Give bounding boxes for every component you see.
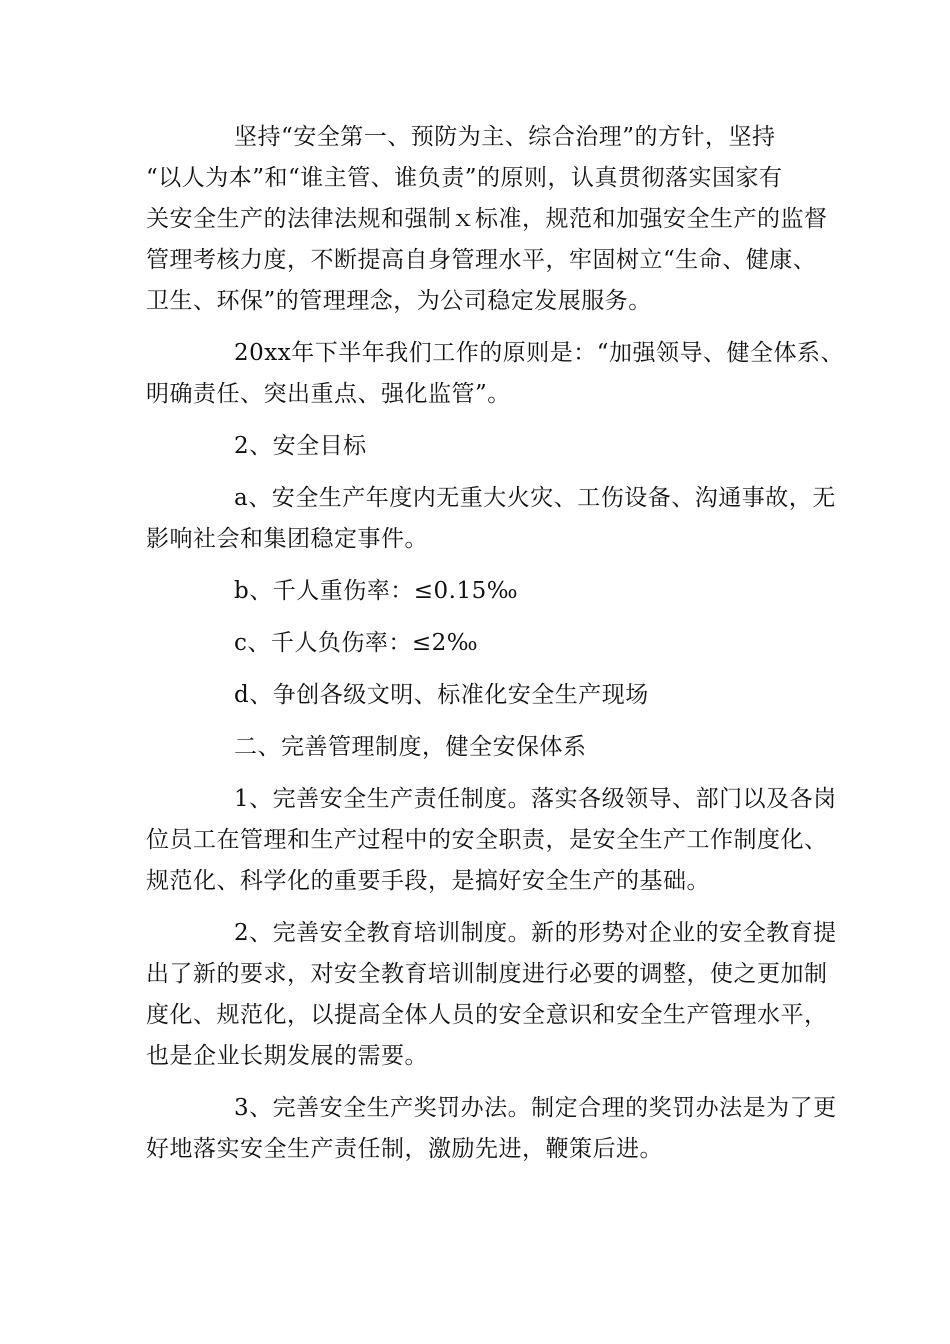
- text-line: d、争创各级文明、标准化安全生产现场: [234, 682, 649, 708]
- text-line: c、千人负伤率：≤2‰: [234, 630, 479, 656]
- text-line: b、千人重伤率：≤0.15‰: [234, 578, 519, 604]
- text-line: 二、完善管理制度，健全安保体系: [234, 734, 587, 760]
- paragraph-principle: [146, 333, 844, 415]
- text-line: 20xx年下半年我们工作的原则是：“加强领导、健全体系、: [234, 340, 844, 366]
- text-line: 卫生、环保”的管理理念，为公司稳定发展服务。: [146, 288, 652, 314]
- paragraph-item-1: [146, 779, 837, 902]
- text-line: “以人为本”和“谁主管、谁负责”的原则，认真贯彻落实国家有: [146, 165, 783, 191]
- document-body: [146, 117, 844, 1170]
- goal-item-b: [146, 571, 816, 612]
- paragraph-item-3: [146, 1088, 837, 1170]
- text-line: 规范化、科学化的重要手段，是搞好安全生产的基础。: [146, 868, 710, 894]
- text-line: 位员工在管理和生产过程中的安全职责，是安全生产工作制度化、: [146, 827, 828, 853]
- text-line: 明确责任、突出重点、强化监管”。: [146, 381, 511, 407]
- text-line: 3、完善安全生产奖罚办法。制定合理的奖罚办法是为了更: [234, 1095, 837, 1121]
- goal-item-a: [146, 478, 836, 560]
- paragraph-item-2: [146, 913, 837, 1077]
- goal-item-d: [146, 675, 816, 716]
- text-line: 度化、规范化，以提高全体人员的安全意识和安全生产管理水平，: [146, 1002, 828, 1028]
- goal-item-c: [146, 623, 816, 664]
- text-line: 坚持“安全第一、预防为主、综合治理”的方针，坚持: [234, 124, 776, 150]
- text-line: 好地落实安全生产责任制，激励先进，鞭策后进。: [146, 1136, 663, 1162]
- text-line: a、安全生产年度内无重大火灾、工伤设备、沟通事故，无: [234, 485, 836, 511]
- heading-section-two: [146, 727, 816, 768]
- text-line: 关安全生产的法律法规和强制ｘ标准，规范和加强安全生产的监督: [146, 206, 828, 232]
- text-line: 2、完善安全教育培训制度。新的形势对企业的安全教育提: [234, 920, 837, 946]
- text-line: 2、安全目标: [234, 433, 367, 459]
- text-line: 出了新的要求，对安全教育培训制度进行必要的调整，使之更加制: [146, 961, 828, 987]
- heading-safety-goals: [146, 426, 816, 467]
- text-line: 也是企业长期发展的需要。: [146, 1043, 428, 1069]
- paragraph-policy: [146, 117, 828, 322]
- text-line: 管理考核力度，不断提高自身管理水平，牢固树立“生命、健康、: [146, 247, 817, 273]
- text-line: 1、完善安全生产责任制度。落实各级领导、部门以及各岗: [234, 786, 837, 812]
- text-line: 影响社会和集团稳定事件。: [146, 526, 428, 552]
